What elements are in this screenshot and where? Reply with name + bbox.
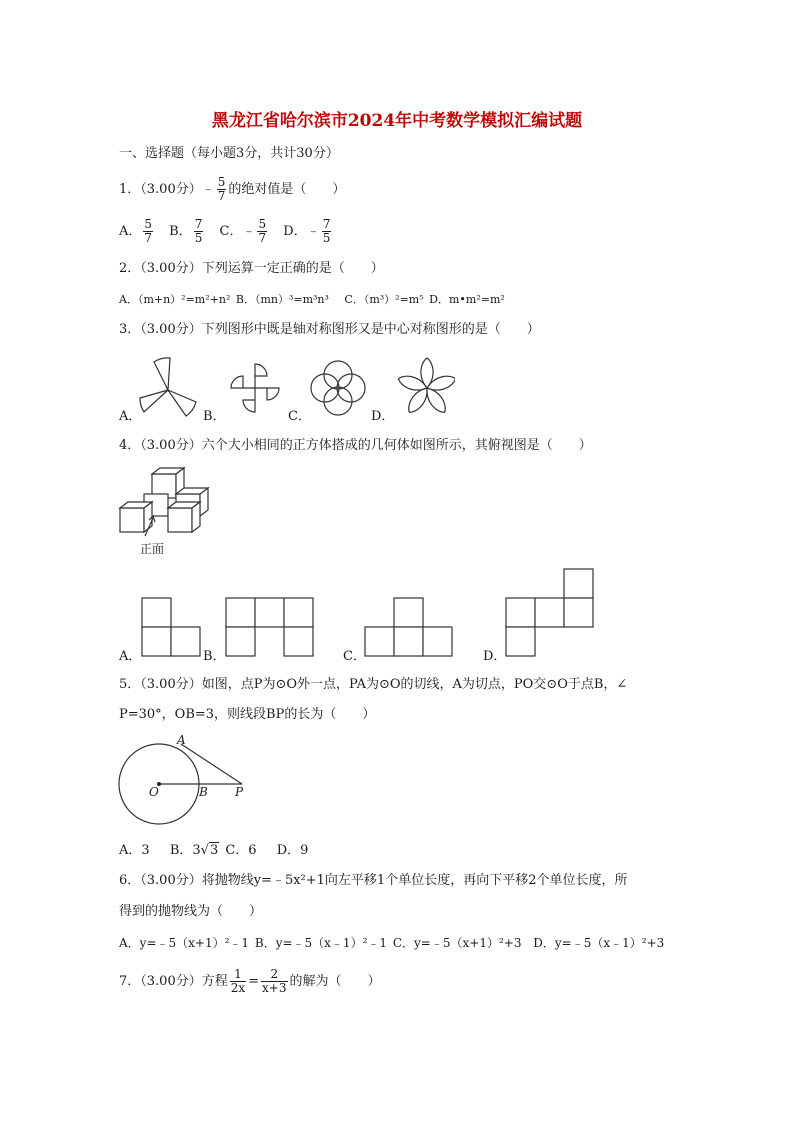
q3-figure-d-flower[interactable] bbox=[397, 358, 455, 416]
q7-fraction-2 bbox=[261, 968, 287, 995]
question-7-stem bbox=[119, 968, 381, 995]
q1-option-c[interactable] bbox=[257, 218, 267, 245]
q6-option-d[interactable]: D．y=﹣5（x﹣1）²+3 bbox=[533, 936, 665, 950]
q7-f2-num: 2 bbox=[261, 968, 287, 982]
question-5-line-2: P=30°，OB=3，则线段BP的长为（ ） bbox=[119, 707, 376, 722]
q1-option-c-label: C． bbox=[219, 224, 243, 239]
q1-a-den: 7 bbox=[144, 231, 153, 245]
q4-cube-figure bbox=[115, 466, 215, 546]
q1-minus: ﹣ bbox=[201, 182, 215, 197]
q7-f2-den: x+3 bbox=[262, 981, 287, 995]
q5-label-a: A bbox=[177, 733, 186, 747]
q3-option-a[interactable]: A． bbox=[119, 409, 142, 424]
q4-view-a[interactable] bbox=[142, 598, 200, 656]
q7-suffix: 的解为（ ） bbox=[289, 974, 381, 989]
q1-prefix: 1．（3.00分） bbox=[119, 182, 202, 197]
q1-c-minus: ﹣ bbox=[242, 224, 256, 239]
q4-view-b[interactable] bbox=[226, 598, 313, 656]
question-4-stem: 4．（3.00分）六个大小相同的正方体搭成的几何体如图所示，其俯视图是（ ） bbox=[119, 438, 592, 453]
question-5-line-1: 5．（3.00分）如图，点P为⊙O外一点，PA为⊙O的切线，A为切点，PO交⊙O于点B，∠ bbox=[119, 677, 628, 692]
q4-option-d[interactable]: D． bbox=[483, 649, 507, 664]
q1-c-num: 5 bbox=[258, 217, 267, 231]
q3-option-c[interactable]: C． bbox=[288, 409, 311, 424]
question-5-options bbox=[119, 842, 308, 860]
q1-d-den: 5 bbox=[322, 231, 331, 245]
q4-view-d[interactable] bbox=[506, 569, 593, 656]
q4-top-views bbox=[140, 566, 600, 661]
question-6-options bbox=[119, 934, 664, 952]
q4-front-label: 正面 bbox=[140, 542, 165, 556]
q7-f1-num: 1 bbox=[230, 968, 246, 982]
q5-b-root: 3 bbox=[209, 843, 219, 858]
q5-option-d[interactable]: D．9 bbox=[276, 843, 309, 858]
q2-option-d[interactable]: D．m•m²=m² bbox=[429, 293, 505, 306]
q1-a-num: 5 bbox=[144, 217, 153, 231]
q5-circle-figure bbox=[115, 732, 255, 832]
q7-prefix: 7．（3.00分）方程 bbox=[119, 974, 228, 989]
q7-fraction-1 bbox=[230, 968, 246, 995]
q1-option-a-label: A． bbox=[119, 224, 142, 239]
q1-b-num: 7 bbox=[194, 217, 203, 231]
q4-option-b[interactable]: B． bbox=[203, 649, 226, 664]
q3-figure-a-pinwheel[interactable] bbox=[140, 358, 196, 416]
q1-c-den: 7 bbox=[258, 231, 267, 245]
q1-frac-num: 5 bbox=[217, 175, 226, 189]
question-3-stem: 3．（3.00分）下列图形中既是轴对称图形又是中心对称图形的是（ ） bbox=[119, 322, 540, 337]
q2-option-a[interactable]: A．（m+n）²=m²+n² bbox=[119, 293, 231, 306]
question-6-line-1: 6．（3.00分）将抛物线y=﹣5x²+1向左平移1个单位长度，再向下平移2个单位长度，所 bbox=[119, 873, 628, 888]
question-2-stem: 2．（3.00分）下列运算一定正确的是（ ） bbox=[119, 261, 384, 276]
q1-frac-den: 7 bbox=[217, 189, 226, 203]
q1-b-den: 5 bbox=[194, 231, 203, 245]
q1-d-minus: ﹣ bbox=[306, 224, 320, 239]
page-title: 黑龙江省哈尔滨市2024年中考数学模拟汇编试题 bbox=[211, 111, 583, 131]
q1-d-num: 7 bbox=[322, 217, 331, 231]
q5-option-b[interactable]: B．3√3 bbox=[169, 843, 219, 858]
q5-label-b: B bbox=[199, 785, 208, 799]
q6-option-a[interactable]: A．y=﹣5（x+1）²﹣1 bbox=[119, 936, 250, 950]
q2-option-c[interactable]: C．（m³）²=m⁵ bbox=[344, 293, 424, 306]
q5-tangent-pa bbox=[181, 744, 242, 784]
q6-option-b[interactable]: B．y=﹣5（x﹣1）²﹣1 bbox=[254, 936, 388, 950]
q1-suffix: 的绝对值是（ ） bbox=[228, 182, 346, 197]
question-1-stem bbox=[119, 176, 345, 203]
question-6-line-2: 得到的抛物线为（ ） bbox=[119, 904, 263, 919]
q3-figure-c-circles[interactable] bbox=[311, 361, 365, 415]
q7-equals: = bbox=[248, 974, 260, 989]
q1-option-d-label: D． bbox=[283, 224, 307, 239]
q5-option-a[interactable]: A．3 bbox=[119, 843, 150, 858]
q1-option-b[interactable] bbox=[194, 218, 204, 245]
q3-option-b[interactable]: B． bbox=[203, 409, 226, 424]
q5-option-c[interactable]: C．6 bbox=[225, 843, 257, 858]
q1-option-a[interactable] bbox=[143, 218, 153, 245]
q1-fraction bbox=[217, 176, 227, 203]
q2-option-b[interactable]: B．（mn）³=m³n³ bbox=[235, 293, 329, 306]
q5-label-p: P bbox=[235, 785, 244, 799]
q4-option-c[interactable]: C． bbox=[343, 649, 366, 664]
q1-option-b-label: B． bbox=[169, 224, 192, 239]
question-3-figures bbox=[115, 350, 455, 430]
section-heading: 一、选择题（每小题3分，共计30分） bbox=[119, 146, 339, 161]
q3-figure-b-windmill[interactable] bbox=[231, 364, 279, 412]
q7-f1-den: 2x bbox=[230, 981, 246, 995]
q5-b-prefix: B．3 bbox=[169, 843, 201, 858]
q4-view-c[interactable] bbox=[365, 598, 452, 656]
q5-label-o: O bbox=[149, 785, 159, 799]
q6-option-c[interactable]: C．y=﹣5（x+1）²+3 bbox=[392, 936, 522, 950]
question-2-options bbox=[119, 291, 505, 309]
q4-option-a[interactable]: A． bbox=[119, 649, 142, 664]
q3-option-d[interactable]: D． bbox=[371, 409, 395, 424]
question-1-options bbox=[119, 218, 333, 245]
q1-option-d[interactable] bbox=[322, 218, 332, 245]
